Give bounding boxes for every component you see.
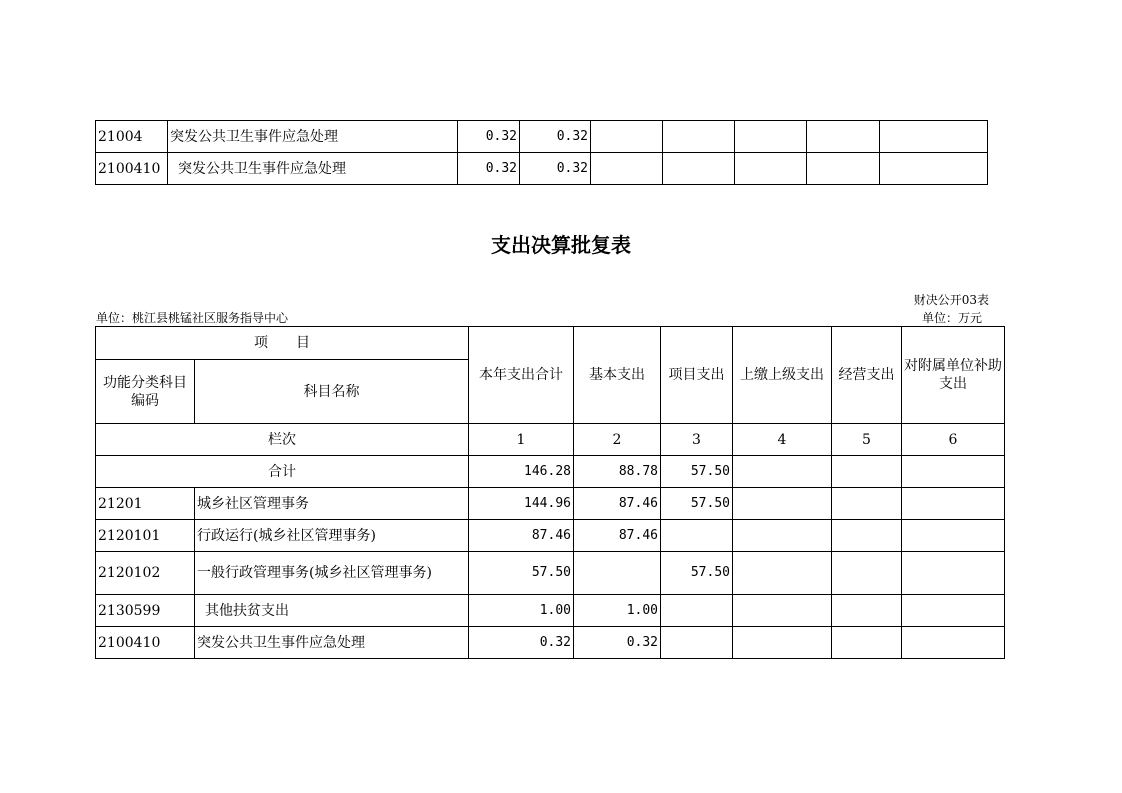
column-number: 3 [661,424,733,456]
empty-cell [733,488,832,520]
value-cell [661,627,733,659]
value-cell: 0.32 [574,627,661,659]
name-cell: 突发公共卫生事件应急处理 [195,627,469,659]
value-cell: 146.28 [469,456,574,488]
total-label: 合计 [96,456,469,488]
empty-cell [733,552,832,595]
empty-cell [735,153,807,185]
code-cell: 2100410 [96,627,195,659]
form-code: 财决公开03表 [913,293,989,307]
empty-cell [902,456,1005,488]
empty-cell [733,456,832,488]
currency-unit-label: 单位：万元 [921,311,982,325]
value-cell: 57.50 [661,488,733,520]
name-cell: 突发公共卫生事件应急处理 [168,121,458,153]
continuation-table [95,120,988,185]
name-cell: 其他扶贫支出 [195,595,469,627]
value-cell: 87.46 [574,520,661,552]
table-row [96,627,1005,659]
name-cell: 行政运行(城乡社区管理事务) [195,520,469,552]
basic-header: 基本支出 [574,327,661,424]
value-cell: 57.50 [661,552,733,595]
empty-cell [902,595,1005,627]
value-cell: 0.32 [520,153,591,185]
table-row [96,595,1005,627]
empty-cell [832,552,902,595]
empty-cell [663,153,735,185]
code-cell: 21004 [96,121,168,153]
empty-cell [591,121,663,153]
empty-cell [880,153,988,185]
table-row [96,552,1005,595]
table-row [96,488,1005,520]
column-number: 1 [469,424,574,456]
empty-cell [591,153,663,185]
empty-cell [735,121,807,153]
project-header: 项目支出 [661,327,733,424]
empty-cell [807,121,880,153]
value-cell: 57.50 [469,552,574,595]
column-number: 6 [902,424,1005,456]
value-cell: 1.00 [574,595,661,627]
subsidy-header: 对附属单位补助支出 [902,327,1005,424]
item-header: 项 目 [96,327,469,360]
page-title: 支出决算批复表 [491,233,631,257]
value-cell: 1.00 [469,595,574,627]
value-cell [574,552,661,595]
empty-cell [832,488,902,520]
name-header: 科目名称 [195,360,469,424]
expenditure-table [95,326,1005,659]
value-cell: 0.32 [458,121,520,153]
column-number-label: 栏次 [96,424,469,456]
empty-cell [733,627,832,659]
total-row [96,456,1005,488]
table-row [96,520,1005,552]
empty-cell [733,595,832,627]
name-cell: 城乡社区管理事务 [195,488,469,520]
empty-cell [663,121,735,153]
value-cell: 87.46 [469,520,574,552]
value-cell: 0.32 [469,627,574,659]
empty-cell [832,627,902,659]
column-number: 5 [832,424,902,456]
unit-label: 单位：桃江县桃锰社区服务指导中心 [96,311,289,325]
empty-cell [832,595,902,627]
value-cell: 0.32 [458,153,520,185]
column-number: 4 [733,424,832,456]
value-cell: 144.96 [469,488,574,520]
value-cell: 0.32 [520,121,591,153]
empty-cell [832,456,902,488]
value-cell [661,595,733,627]
value-cell [661,520,733,552]
empty-cell [880,121,988,153]
business-header: 经营支出 [832,327,902,424]
value-cell: 87.46 [574,488,661,520]
code-cell: 2100410 [96,153,168,185]
empty-cell [902,488,1005,520]
value-cell: 88.78 [574,456,661,488]
column-number: 2 [574,424,661,456]
code-cell: 2120102 [96,552,195,595]
total-header: 本年支出合计 [469,327,574,424]
empty-cell [832,520,902,552]
code-cell: 2130599 [96,595,195,627]
table-row [96,121,988,153]
table-row [96,153,988,185]
upper-header: 上缴上级支出 [733,327,832,424]
name-cell: 突发公共卫生事件应急处理 [168,153,458,185]
name-cell: 一般行政管理事务(城乡社区管理事务) [195,552,469,595]
empty-cell [902,627,1005,659]
empty-cell [902,520,1005,552]
empty-cell [733,520,832,552]
value-cell: 57.50 [661,456,733,488]
empty-cell [807,153,880,185]
code-cell: 2120101 [96,520,195,552]
empty-cell [902,552,1005,595]
code-header: 功能分类科目编码 [96,360,195,424]
code-cell: 21201 [96,488,195,520]
